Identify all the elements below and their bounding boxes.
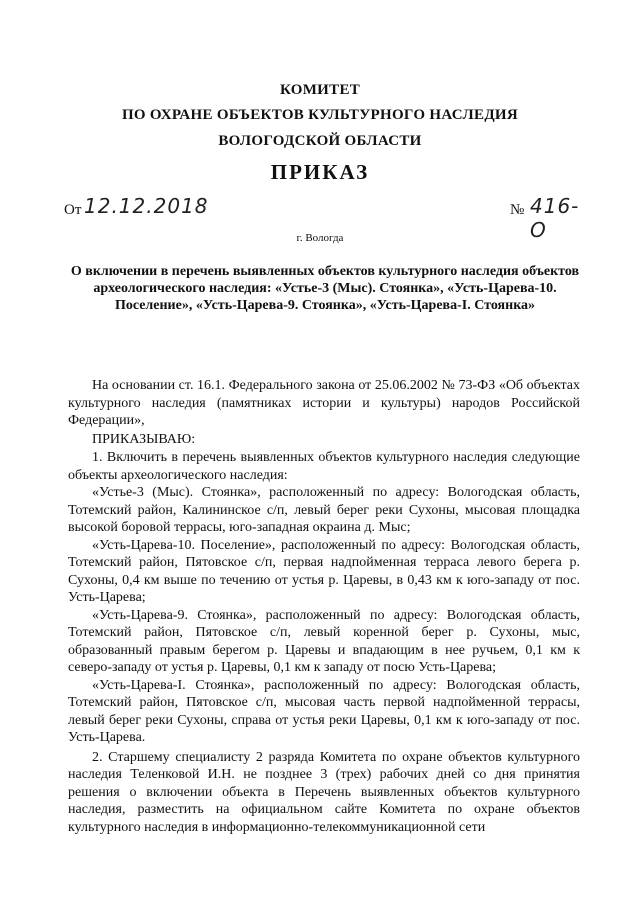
number-label: № bbox=[510, 202, 525, 218]
date-label: От bbox=[64, 202, 82, 218]
order-body bbox=[68, 377, 580, 836]
city: г. Вологда bbox=[296, 232, 344, 244]
order-word: ПРИКАЗЫВАЮ: bbox=[92, 431, 196, 447]
committee-subtitle: ПО ОХРАНЕ ОБЪЕКТОВ КУЛЬТУРНОГО НАСЛЕДИЯ bbox=[121, 107, 519, 123]
committee-region: ВОЛОГОДСКОЙ ОБЛАСТИ bbox=[218, 133, 422, 149]
date-value: 12.12.2018 bbox=[84, 194, 209, 218]
basis-paragraph: На основании ст. 16.1. Федерального закона от 25.06.2002 № 73-ФЗ «Об объектах культурного наследия (памятниках истории и культуры) народов Российской Федерации», bbox=[68, 378, 580, 428]
committee-title: КОМИТЕТ bbox=[279, 82, 361, 98]
object-item-2: «Усть-Царева-10. Поселение», расположенный по адресу: Вологодская область, Тотемский район, Пятовское с/п, первая надпойменная терраса левого берега р. Сухоны, 0,4 км выше по течению от устья р. Царевы, в 0,43 км к юго-западу от пос. Усть-Царева; bbox=[68, 537, 580, 605]
object-item-3: «Усть-Царева-9. Стоянка», расположенный по адресу: Вологодская область, Тотемский район, Пятовское с/п, левый коренной берег р. Сухоны, мыс, образованный правым берегом р. Царевы и впадающим в нее ручьем, 0,1 км к северо-западу от устья р. Царевы, 0,1 км к западу от посю Усть-Царева; bbox=[68, 607, 580, 675]
number-value: 416-О bbox=[530, 194, 580, 242]
paragraph-2: 2. Старшему специалисту 2 разряда Комитета по охране объектов культурного наследия Теленковой И.Н. не позднее 3 (трех) рабочих дней со дня принятия решения о включении объекта в Перечень выявленных объектов культурного наследия, разместить на официальном сайте Комитета по охране объектов культурного наследия в информационно-телекоммуникационной сети bbox=[68, 749, 580, 835]
order-subject: О включении в перечень выявленных объектов культурного наследия объектов археологического наследия: «Устье-3 (Мыс). Стоянка», «Усть-Царева-10. Поселение», «Усть-Царева-9. Стоянка», «Усть-Царева-I. Стоянка» bbox=[70, 264, 580, 313]
object-item-1: «Устье-3 (Мыс). Стоянка», расположенный по адресу: Вологодская область, Тотемский район, Калининское с/п, левый берег реки Сухоны, мысовая площадка высокой боровой террасы, юго-западная окраина д. Мыс; bbox=[68, 485, 580, 535]
document-title: ПРИКАЗ bbox=[270, 160, 370, 184]
paragraph-1: 1. Включить в перечень выявленных объектов культурного наследия следующие объекты археологического наследия: bbox=[68, 450, 580, 483]
object-item-4: «Усть-Царева-I. Стоянка», расположенный по адресу: Вологодская область, Тотемский район, Пятовское с/п, мысовая часть первой надпойменной террасы, левый берег реки Сухоны, справа от устья реки Царевы, 0,1 км к юго-западу от пос. Усть-Царева. bbox=[68, 677, 580, 745]
